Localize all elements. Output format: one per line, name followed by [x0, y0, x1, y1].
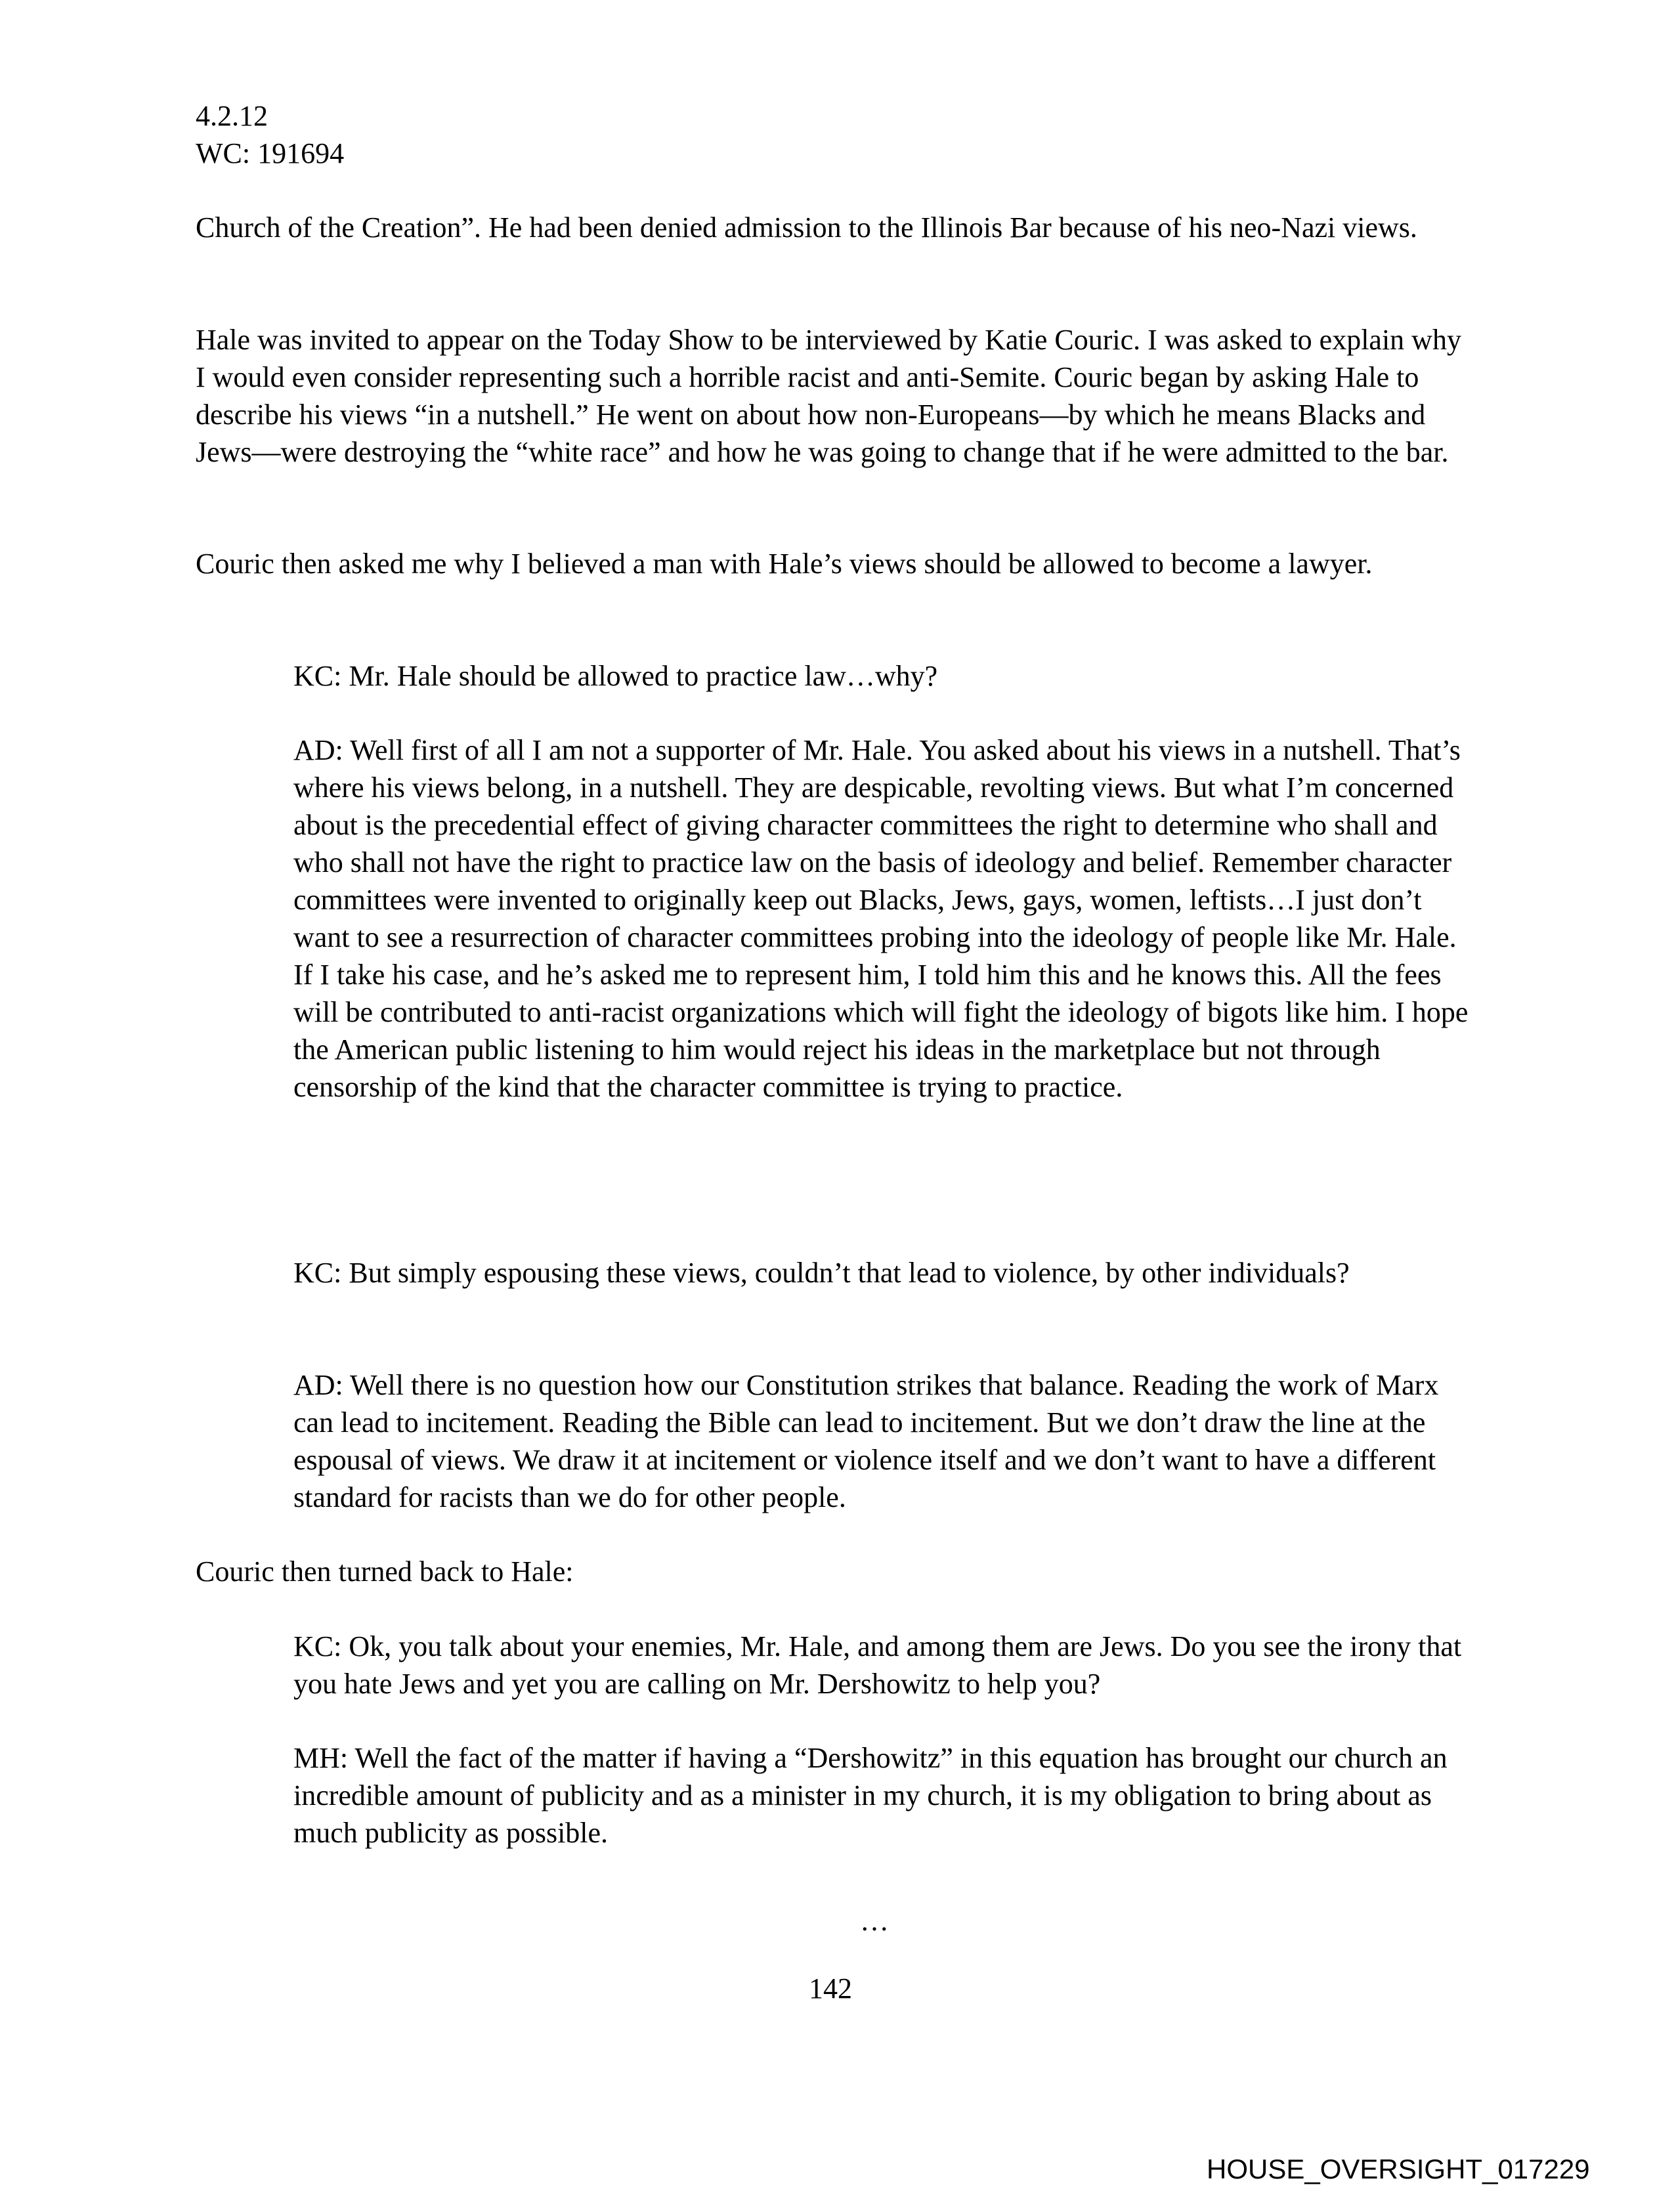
header-date: 4.2.12: [196, 100, 268, 132]
quote-mh-publicity: MH: Well the fact of the matter if having a “Dershowitz” in this equation has brought our church an incredible amount of publicity and as a minister in my church, it is my obligation to bring about as much publicity as possible.: [293, 1742, 1448, 1849]
bates-number: HOUSE_OVERSIGHT_017229: [1207, 2154, 1590, 2184]
quote-ad-not-supporter: AD: Well first of all I am not a supporter of Mr. Hale. You asked about his views in a nutshell. That’s where his views belong, in a nutshell. They are despicable, revolting views. But what I’m concerned about is the precedential effect of giving character committees the right to determine who shall and who shall not have the right to practice law on the basis of ideology and belief. Remember character committees were invented to originally keep out Blacks, Jews, gays, women, leftists…I just don’t want to see a resurrection of character committees probing into the ideology of people like Mr. Hale. If I take his case, and he’s asked me to represent him, I told him this and he knows this. All the fees will be contributed to anti-racist organizations which will fight the ideology of bigots like him. I hope the American public listening to him would reject his ideas in the marketplace but not through censorship of the kind that the character committee is trying to practice.: [293, 734, 1469, 1103]
quote-kc-violence: KC: But simply espousing these views, couldn’t that lead to violence, by other individuals?: [293, 1257, 1350, 1289]
quote-ad-constitution: AD: Well there is no question how our Constitution strikes that balance. Reading the work of Marx can lead to incitement. Reading the Bible can lead to incitement. But we don’t draw the line at the espousal of views. We draw it at incitement or violence itself and we don’t want to have a different standard for racists than we do for other people.: [293, 1369, 1439, 1513]
header-word-count: WC: 191694: [196, 137, 345, 169]
page-number: 142: [809, 1972, 852, 2005]
quote-kc-enemies: KC: Ok, you talk about your enemies, Mr. Hale, and among them are Jews. Do you see the irony that you hate Jews and yet you are calling on Mr. Dershowitz to help you?: [293, 1630, 1462, 1700]
section-ellipsis: …: [860, 1905, 889, 1937]
paragraph-today-show: Hale was invited to appear on the Today Show to be interviewed by Katie Couric. I was asked to explain why I would even consider representing such a horrible racist and anti-Semite. Couric began by asking Hale to describe his views “in a nutshell.” He went on about how non-Europeans—by which he means Blacks and Jews—were destroying the “white race” and how he was going to change that if he were admitted to the bar.: [196, 324, 1461, 468]
document-header: [196, 97, 344, 172]
paragraph-turned-back: Couric then turned back to Hale:: [196, 1555, 574, 1588]
paragraph-couric-asked: Couric then asked me why I believed a man with Hale’s views should be allowed to become a lawyer.: [196, 548, 1373, 580]
quote-kc-practice-law: KC: Mr. Hale should be allowed to practice law…why?: [293, 660, 938, 692]
paragraph-church-of-creation: Church of the Creation”. He had been denied admission to the Illinois Bar because of his neo-Nazi views.: [196, 211, 1417, 244]
